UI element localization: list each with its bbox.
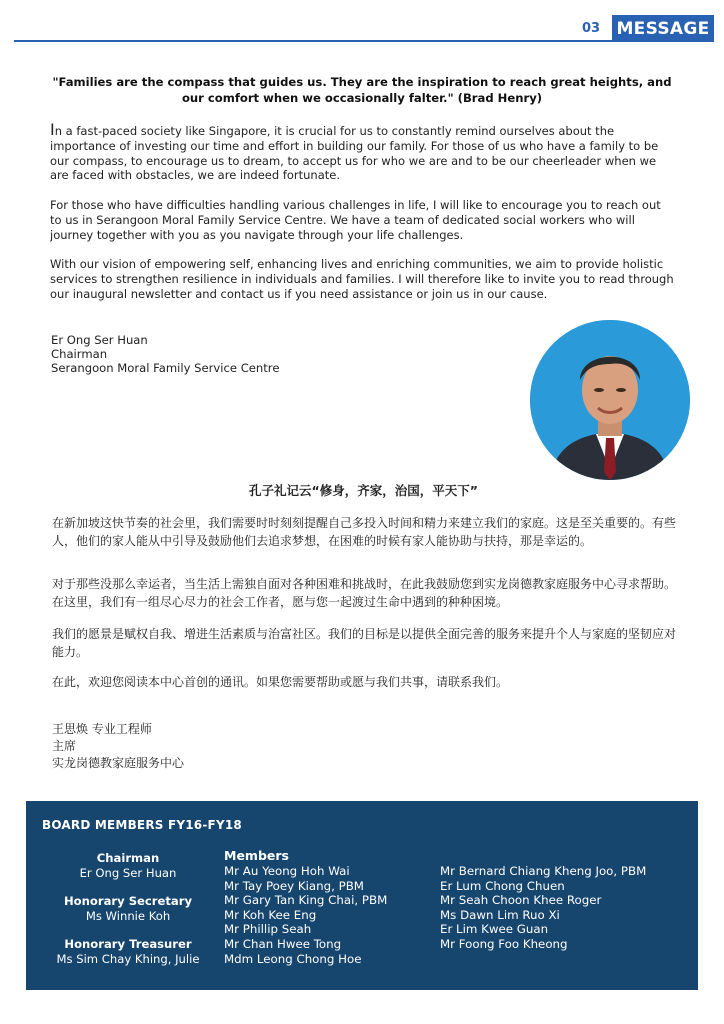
treasurer-role: Honorary Treasurer — [64, 937, 192, 952]
chairman-portrait — [530, 320, 690, 480]
english-paragraph-1 — [50, 120, 674, 183]
english-signature-org: Serangoon Moral Family Service Centre — [51, 361, 280, 375]
members-heading: Members — [224, 848, 289, 863]
portrait-illustration — [530, 320, 690, 480]
drop-cap: I — [50, 120, 55, 139]
chinese-signature — [52, 721, 184, 772]
member-name: Mr Chan Hwee Tong — [224, 936, 342, 951]
opening-quote: "Families are the compass that guides us. They are the inspiration to reach great heights, and our comfort when we occasionally falter." (Brad Henry) — [52, 75, 672, 105]
member-name: Mr Gary Tan King Chai, PBM — [224, 893, 388, 908]
chairman-name: Er Ong Ser Huan — [79, 865, 177, 880]
chinese-paragraph-2: 对于那些没那么幸运者，当生活上需独自面对各种困难和挑战时，在此我鼓励您到实龙岗德教家庭服务中心寻求帮助。在这里，我们有一组尽心尽力的社会工作者，愿与您一起渡过生命中遇到的种种困境。 — [52, 577, 677, 609]
english-signature-title: Chairman — [51, 347, 108, 361]
member-name: Mr Koh Kee Eng — [224, 907, 317, 922]
member-name: Er Lim Kwee Guan — [440, 922, 549, 937]
member-name: Mr Tay Poey Kiang, PBM — [224, 878, 364, 893]
english-paragraph-2: For those who have difficulties handling various challenges in life, I will like to encourage you to reach out to us in Serangoon Moral Family Service Centre. We have a team of dedicated social workers who will journey together with you as you navigate through your life challenges. — [50, 198, 661, 242]
secretary-name: Ms Winnie Koh — [85, 908, 171, 923]
member-name: Mr Phillip Seah — [224, 922, 312, 937]
secretary-role: Honorary Secretary — [63, 894, 193, 909]
member-name: Mdm Leong Chong Hoe — [224, 951, 362, 966]
board-title: BOARD MEMBERS FY16-FY18 — [42, 818, 242, 832]
member-name: Mr Seah Choon Khee Roger — [440, 893, 602, 908]
treasurer-name: Ms Sim Chay Khing, Julie — [56, 951, 200, 966]
chinese-paragraph-3: 我们的愿景是赋权自我、增进生活素质与治富社区。我们的目标是以提供全面完善的服务来提升个人与家庭的坚韧应对能力。 — [52, 627, 677, 659]
members-list-1 — [224, 864, 387, 966]
english-paragraph-1-text: n a fast-paced society like Singapore, it is crucial for us to constantly remind ourselves about the importance of investing our time and effort in building our family. For those of us who have a family to be our compass, to encourage us to dream, to accept us for who we are and to be our cheerleader when we are faced with obstacles, we are indeed fortunate. — [50, 124, 659, 183]
member-name: Mr Au Yeong Hoh Wai — [224, 864, 350, 878]
member-name: Mr Foong Foo Kheong — [440, 936, 568, 951]
english-signature-name: Er Ong Ser Huan — [51, 333, 148, 347]
member-name: Ms Dawn Lim Ruo Xi — [440, 907, 560, 922]
chinese-paragraph-4: 在此，欢迎您阅读本中心首创的通讯。如果您需要帮助或愿与我们共事，请联系我们。 — [52, 675, 509, 689]
member-name: Mr Bernard Chiang Kheng Joo, PBM — [440, 864, 647, 878]
english-paragraph-3: With our vision of empowering self, enhancing lives and enriching communities, we aim to provide holistic services to strengthen resilience in individuals and families. I will therefore like to invite you to read through our inaugural newsletter and contact us if you need assistance or join us in our cause. — [50, 257, 674, 301]
member-name: Er Lum Chong Chuen — [440, 878, 565, 893]
section-title-tab: MESSAGE — [612, 15, 714, 42]
office-bearers — [42, 851, 214, 967]
chinese-signature-title: 主席 — [52, 739, 77, 753]
chinese-signature-name: 王思焕 专业工程师 — [52, 722, 152, 736]
chinese-paragraph-1: 在新加坡这快节奏的社会里，我们需要时时刻刻提醒自己多投入时间和精力来建立我们的家庭。这是至关重要的。有些人，他们的家人能从中引导及鼓励他们去追求梦想，在困难的时候有家人能协助与扶持，那是幸运的。 — [52, 516, 677, 548]
board-members-panel — [26, 801, 698, 990]
chinese-signature-org: 实龙岗德教家庭服务中心 — [52, 756, 185, 770]
page-number: 03 — [582, 21, 601, 36]
header-rule — [14, 40, 714, 42]
members-list-2 — [440, 864, 646, 952]
chinese-title: 孔子礼记云“修身，齐家，治国，平天下” — [249, 483, 478, 498]
chairman-role: Chairman — [96, 851, 160, 865]
